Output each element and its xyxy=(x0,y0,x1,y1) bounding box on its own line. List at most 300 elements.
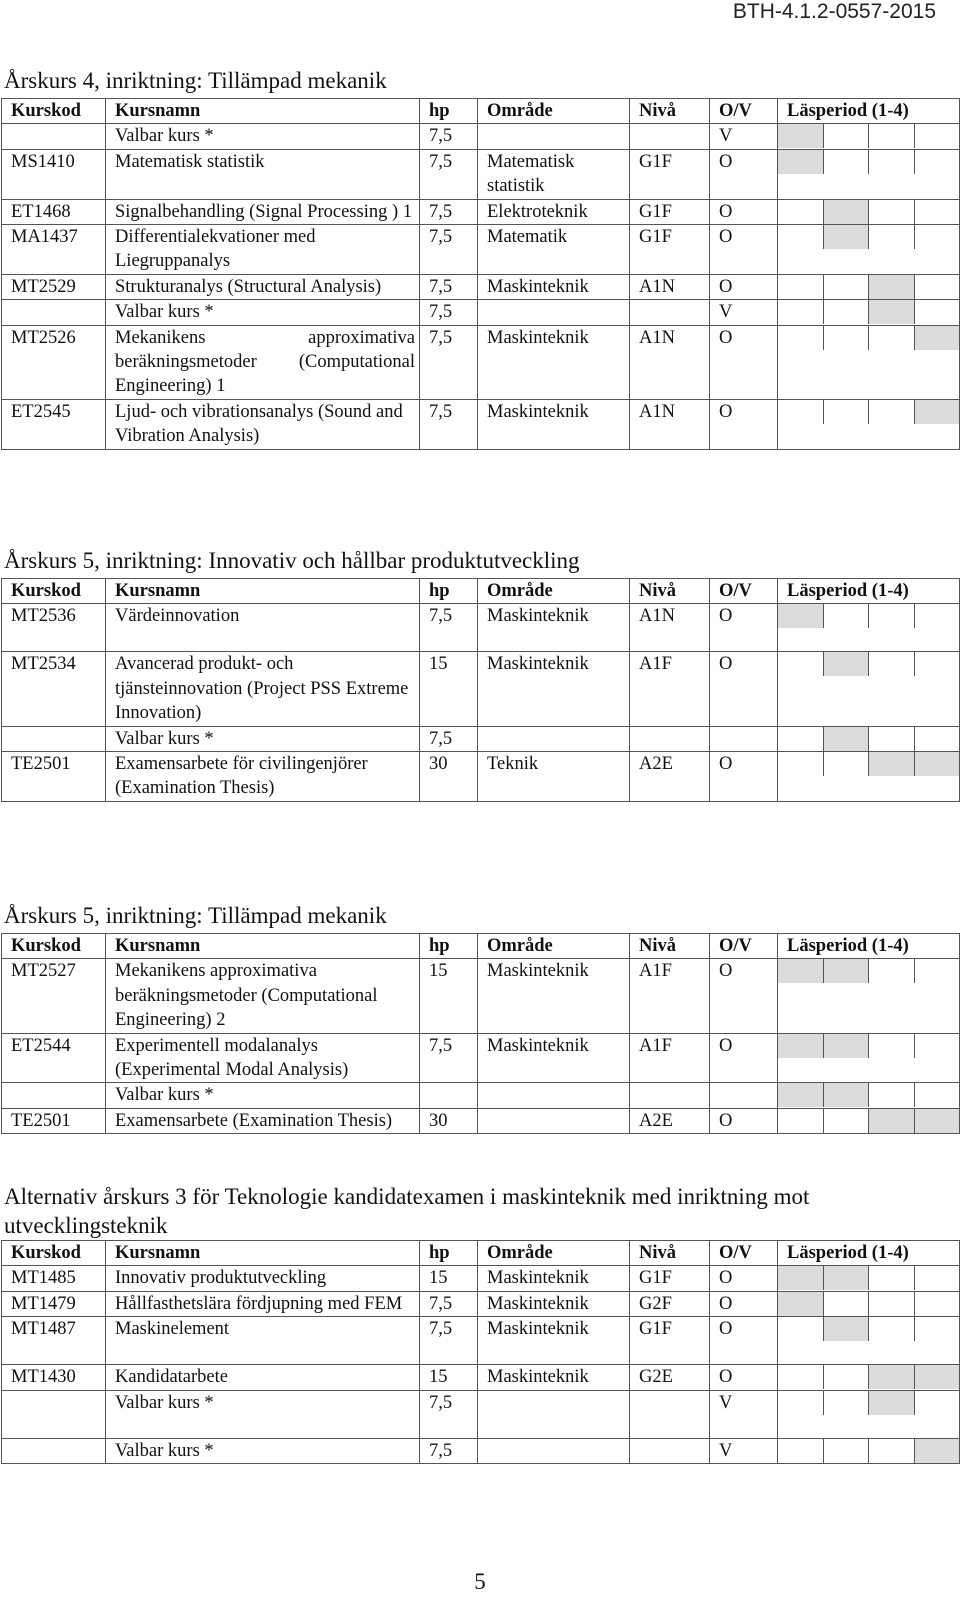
course-level: G2E xyxy=(630,1365,710,1390)
course-credits: 7,5 xyxy=(420,199,478,224)
study-period-2-active xyxy=(823,1266,869,1290)
study-period-1-active xyxy=(778,959,823,983)
study-period-1-active xyxy=(778,124,823,148)
course-area: Maskinteknik xyxy=(478,1317,630,1365)
table-row xyxy=(2,149,960,199)
course-area xyxy=(478,124,630,149)
study-period-cells xyxy=(778,1365,960,1390)
course-area: Matematisk statistik xyxy=(478,149,630,199)
course-code: MT1430 xyxy=(2,1365,106,1390)
study-period-4-empty xyxy=(914,1083,960,1107)
study-period-4-active xyxy=(914,326,960,350)
study-period-2-empty xyxy=(823,1109,869,1133)
table-row xyxy=(2,1108,960,1133)
course-name: Värdeinnovation xyxy=(106,604,420,652)
course-name: Maskinelement xyxy=(106,1317,420,1365)
course-code xyxy=(2,300,106,325)
study-period-4-empty xyxy=(914,652,960,676)
study-period-grid xyxy=(778,1292,959,1316)
course-mandatory-optional: O xyxy=(710,274,778,299)
header-ov: O/V xyxy=(710,579,778,604)
study-period-4-active xyxy=(914,1109,960,1133)
study-period-cells xyxy=(778,1438,960,1463)
study-period-4-empty xyxy=(914,1266,960,1290)
study-period-3-empty xyxy=(868,326,914,350)
course-area: Maskinteknik xyxy=(478,1291,630,1316)
course-code: ET2545 xyxy=(2,399,106,449)
study-period-4-empty xyxy=(914,150,960,174)
course-area: Maskinteknik xyxy=(478,399,630,449)
course-credits: 30 xyxy=(420,1108,478,1133)
course-mandatory-optional: O xyxy=(710,959,778,1033)
table-row xyxy=(2,399,960,449)
study-period-1-empty xyxy=(778,400,823,424)
study-period-2-active xyxy=(823,959,869,983)
course-code: MS1410 xyxy=(2,149,106,199)
table-row xyxy=(2,959,960,1033)
table-row xyxy=(2,1083,960,1108)
course-code: MT1485 xyxy=(2,1266,106,1291)
table-row xyxy=(2,325,960,399)
header-hp: hp xyxy=(420,99,478,124)
study-period-1-active xyxy=(778,150,823,174)
course-level: G2F xyxy=(630,1291,710,1316)
study-period-grid xyxy=(778,1439,959,1463)
header-niva: Nivå xyxy=(630,1241,710,1266)
study-period-2-active xyxy=(823,200,869,224)
course-area: Matematik xyxy=(478,225,630,275)
course-mandatory-optional: O xyxy=(710,1317,778,1365)
study-period-3-empty xyxy=(868,652,914,676)
table-row xyxy=(2,124,960,149)
study-period-2-active xyxy=(823,225,869,249)
course-code xyxy=(2,1438,106,1463)
course-name: Valbar kurs * xyxy=(106,1083,420,1108)
study-period-3-empty xyxy=(868,400,914,424)
course-area: Maskinteknik xyxy=(478,274,630,299)
header-lasperiod: Läsperiod (1-4) xyxy=(778,1241,960,1266)
header-niva: Nivå xyxy=(630,99,710,124)
header-niva: Nivå xyxy=(630,934,710,959)
course-name: Innovativ produktutveckling xyxy=(106,1266,420,1291)
course-code: MT1487 xyxy=(2,1317,106,1365)
study-period-grid xyxy=(778,200,959,224)
header-omrade: Område xyxy=(478,579,630,604)
study-period-3-active xyxy=(868,275,914,299)
course-code: MA1437 xyxy=(2,225,106,275)
study-period-grid xyxy=(778,225,959,249)
course-level: A1N xyxy=(630,604,710,652)
study-period-1-empty xyxy=(778,652,823,676)
course-code: MT2536 xyxy=(2,604,106,652)
table-row xyxy=(2,1317,960,1365)
study-period-grid xyxy=(778,1109,959,1133)
course-name: Valbar kurs * xyxy=(106,1390,420,1438)
study-period-4-active xyxy=(914,400,960,424)
course-area xyxy=(478,1438,630,1463)
course-table xyxy=(1,933,960,1134)
study-period-cells xyxy=(778,399,960,449)
course-mandatory-optional: O xyxy=(710,1266,778,1291)
document-id: BTH-4.1.2-0557-2015 xyxy=(732,0,936,23)
course-level: G1F xyxy=(630,149,710,199)
course-area xyxy=(478,726,630,751)
study-period-2-empty xyxy=(823,124,869,148)
study-period-3-empty xyxy=(868,1266,914,1290)
course-mandatory-optional: O xyxy=(710,1365,778,1390)
course-name: Experimentell modalanalys (Experimental Modal Analysis) xyxy=(106,1033,420,1083)
study-period-1-empty xyxy=(778,275,823,299)
study-period-cells xyxy=(778,1317,960,1365)
header-kurskod: Kurskod xyxy=(2,934,106,959)
study-period-cells xyxy=(778,1033,960,1083)
study-period-3-empty xyxy=(868,150,914,174)
study-period-3-active xyxy=(868,1365,914,1389)
course-name: Examensarbete (Examination Thesis) xyxy=(106,1108,420,1133)
table-row xyxy=(2,1438,960,1463)
study-period-grid xyxy=(778,400,959,424)
course-credits: 7,5 xyxy=(420,399,478,449)
study-period-1-active xyxy=(778,1266,823,1290)
course-mandatory-optional: O xyxy=(710,1291,778,1316)
course-area xyxy=(478,1108,630,1133)
table-header-row xyxy=(2,1241,960,1266)
header-ov: O/V xyxy=(710,99,778,124)
course-credits: 15 xyxy=(420,1365,478,1390)
study-period-1-active xyxy=(778,1034,823,1058)
course-code: MT2534 xyxy=(2,652,106,726)
course-credits: 7,5 xyxy=(420,149,478,199)
course-credits: 7,5 xyxy=(420,225,478,275)
study-period-grid xyxy=(778,300,959,324)
study-period-4-active xyxy=(914,1365,960,1389)
study-period-3-empty xyxy=(868,604,914,628)
study-period-1-empty xyxy=(778,752,823,776)
study-period-4-empty xyxy=(914,1317,960,1341)
study-period-cells xyxy=(778,1291,960,1316)
course-level: G1F xyxy=(630,1317,710,1365)
study-period-3-empty xyxy=(868,1317,914,1341)
course-code xyxy=(2,1390,106,1438)
course-level: A1N xyxy=(630,399,710,449)
course-level xyxy=(630,1083,710,1108)
table-row xyxy=(2,225,960,275)
course-credits: 7,5 xyxy=(420,1390,478,1438)
table-row xyxy=(2,274,960,299)
study-period-4-empty xyxy=(914,275,960,299)
study-period-2-active xyxy=(823,652,869,676)
section-title: Årskurs 4, inriktning: Tillämpad mekanik xyxy=(4,68,387,93)
course-credits: 7,5 xyxy=(420,124,478,149)
course-area: Maskinteknik xyxy=(478,959,630,1033)
course-credits: 7,5 xyxy=(420,274,478,299)
header-hp: hp xyxy=(420,1241,478,1266)
course-mandatory-optional: V xyxy=(710,1438,778,1463)
header-hp: hp xyxy=(420,579,478,604)
study-period-cells xyxy=(778,300,960,325)
study-period-3-empty xyxy=(868,1439,914,1463)
study-period-3-active xyxy=(868,752,914,776)
study-period-2-empty xyxy=(823,400,869,424)
study-period-1-empty xyxy=(778,1109,823,1133)
table-row xyxy=(2,652,960,726)
study-period-cells xyxy=(778,274,960,299)
study-period-cells xyxy=(778,652,960,726)
table-row xyxy=(2,604,960,652)
study-period-3-empty xyxy=(868,1292,914,1316)
study-period-1-empty xyxy=(778,225,823,249)
table-row xyxy=(2,726,960,751)
study-period-1-empty xyxy=(778,200,823,224)
study-period-cells xyxy=(778,225,960,275)
study-period-2-empty xyxy=(823,1365,869,1389)
study-period-grid xyxy=(778,1034,959,1058)
section-year5-applied-mechanics xyxy=(0,903,960,1134)
study-period-1-empty xyxy=(778,1317,823,1341)
course-code: TE2501 xyxy=(2,1108,106,1133)
course-code: MT2529 xyxy=(2,274,106,299)
study-period-grid xyxy=(778,326,959,350)
study-period-4-empty xyxy=(914,604,960,628)
study-period-4-empty xyxy=(914,727,960,751)
study-period-2-active xyxy=(823,727,869,751)
table-row xyxy=(2,1266,960,1291)
course-name: Valbar kurs * xyxy=(106,1438,420,1463)
study-period-grid xyxy=(778,752,959,776)
study-period-grid xyxy=(778,1266,959,1290)
course-mandatory-optional: O xyxy=(710,652,778,726)
study-period-4-active xyxy=(914,752,960,776)
table-header-row xyxy=(2,99,960,124)
study-period-1-empty xyxy=(778,727,823,751)
study-period-4-active xyxy=(914,1439,960,1463)
course-level: A1F xyxy=(630,959,710,1033)
section-year5-innovation xyxy=(0,548,960,802)
header-kurskod: Kurskod xyxy=(2,579,106,604)
study-period-cells xyxy=(778,149,960,199)
course-area: Elektroteknik xyxy=(478,199,630,224)
study-period-2-active xyxy=(823,1317,869,1341)
study-period-3-empty xyxy=(868,959,914,983)
course-area xyxy=(478,300,630,325)
course-mandatory-optional: O xyxy=(710,399,778,449)
section-title: Årskurs 5, inriktning: Innovativ och hållbar produktutveckling xyxy=(4,548,580,573)
course-name: Matematisk statistik xyxy=(106,149,420,199)
course-mandatory-optional: V xyxy=(710,300,778,325)
study-period-1-empty xyxy=(778,1365,823,1389)
course-mandatory-optional: O xyxy=(710,325,778,399)
study-period-cells xyxy=(778,1390,960,1438)
header-omrade: Område xyxy=(478,934,630,959)
study-period-3-empty xyxy=(868,1083,914,1107)
study-period-cells xyxy=(778,124,960,149)
header-kurskod: Kurskod xyxy=(2,99,106,124)
study-period-grid xyxy=(778,652,959,676)
course-credits xyxy=(420,1083,478,1108)
header-kurskod: Kurskod xyxy=(2,1241,106,1266)
table-row xyxy=(2,300,960,325)
table-row xyxy=(2,1033,960,1083)
course-credits: 30 xyxy=(420,752,478,802)
table-row xyxy=(2,1390,960,1438)
course-table xyxy=(1,98,960,450)
study-period-4-empty xyxy=(914,124,960,148)
course-name: Valbar kurs * xyxy=(106,300,420,325)
course-mandatory-optional xyxy=(710,726,778,751)
header-kursnamn: Kursnamn xyxy=(106,579,420,604)
course-name: Hållfasthetslära fördjupning med FEM xyxy=(106,1291,420,1316)
course-mandatory-optional: O xyxy=(710,604,778,652)
study-period-grid xyxy=(778,124,959,148)
study-period-1-active xyxy=(778,1083,823,1107)
course-level: A2E xyxy=(630,1108,710,1133)
course-mandatory-optional: O xyxy=(710,1033,778,1083)
header-ov: O/V xyxy=(710,934,778,959)
course-credits: 7,5 xyxy=(420,1033,478,1083)
course-level: G1F xyxy=(630,199,710,224)
course-mandatory-optional: V xyxy=(710,1390,778,1438)
table-row xyxy=(2,752,960,802)
study-period-1-empty xyxy=(778,1439,823,1463)
header-hp: hp xyxy=(420,934,478,959)
header-kursnamn: Kursnamn xyxy=(106,934,420,959)
course-area: Maskinteknik xyxy=(478,604,630,652)
course-credits: 15 xyxy=(420,959,478,1033)
course-name: Valbar kurs * xyxy=(106,124,420,149)
course-name: Avancerad produkt- och tjänsteinnovation (Project PSS Extreme Innovation) xyxy=(106,652,420,726)
course-mandatory-optional: O xyxy=(710,149,778,199)
course-level xyxy=(630,300,710,325)
course-name: Mekanikens approximativa beräkningsmetoder (Computational Engineering) 2 xyxy=(106,959,420,1033)
study-period-4-empty xyxy=(914,1034,960,1058)
study-period-4-empty xyxy=(914,1391,960,1415)
study-period-2-empty xyxy=(823,752,869,776)
study-period-2-empty xyxy=(823,1391,869,1415)
study-period-grid xyxy=(778,275,959,299)
course-area xyxy=(478,1083,630,1108)
course-code: TE2501 xyxy=(2,752,106,802)
study-period-3-empty xyxy=(868,1034,914,1058)
study-period-cells xyxy=(778,604,960,652)
study-period-cells xyxy=(778,1108,960,1133)
course-name: Ljud- och vibrationsanalys (Sound and Vibration Analysis) xyxy=(106,399,420,449)
course-name: Valbar kurs * xyxy=(106,726,420,751)
course-level: A1N xyxy=(630,274,710,299)
study-period-cells xyxy=(778,726,960,751)
course-code: MT2526 xyxy=(2,325,106,399)
course-table xyxy=(1,578,960,802)
study-period-cells xyxy=(778,1083,960,1108)
study-period-cells xyxy=(778,752,960,802)
study-period-4-empty xyxy=(914,225,960,249)
study-period-3-empty xyxy=(868,124,914,148)
course-credits: 7,5 xyxy=(420,300,478,325)
section-alt-year3-bachelor xyxy=(0,1182,960,1464)
table-header-row xyxy=(2,934,960,959)
study-period-2-empty xyxy=(823,275,869,299)
study-period-2-active xyxy=(823,1034,869,1058)
study-period-3-empty xyxy=(868,225,914,249)
course-level: A1F xyxy=(630,1033,710,1083)
course-level: A1F xyxy=(630,652,710,726)
study-period-3-active xyxy=(868,1391,914,1415)
course-credits: 15 xyxy=(420,1266,478,1291)
course-area: Teknik xyxy=(478,752,630,802)
page-number: 5 xyxy=(474,1569,486,1594)
study-period-2-empty xyxy=(823,150,869,174)
study-period-3-empty xyxy=(868,200,914,224)
course-level: A1N xyxy=(630,325,710,399)
table-row xyxy=(2,1291,960,1316)
course-mandatory-optional: O xyxy=(710,199,778,224)
course-area: Maskinteknik xyxy=(478,1266,630,1291)
section-year4-applied-mechanics xyxy=(0,68,960,450)
study-period-cells xyxy=(778,325,960,399)
study-period-4-empty xyxy=(914,959,960,983)
course-level xyxy=(630,726,710,751)
course-credits: 7,5 xyxy=(420,1438,478,1463)
course-code xyxy=(2,1083,106,1108)
course-credits: 15 xyxy=(420,652,478,726)
study-period-grid xyxy=(778,150,959,174)
course-code: ET1468 xyxy=(2,199,106,224)
course-credits: 7,5 xyxy=(420,726,478,751)
course-area: Maskinteknik xyxy=(478,325,630,399)
course-credits: 7,5 xyxy=(420,1317,478,1365)
table-row xyxy=(2,1365,960,1390)
course-code xyxy=(2,726,106,751)
study-period-cells xyxy=(778,1266,960,1291)
study-period-2-empty xyxy=(823,604,869,628)
course-name: Differentialekvationer med Liegruppanalys xyxy=(106,225,420,275)
course-name: Examensarbete för civilingenjörer (Examination Thesis) xyxy=(106,752,420,802)
table-header-row xyxy=(2,579,960,604)
header-kursnamn: Kursnamn xyxy=(106,1241,420,1266)
course-area: Maskinteknik xyxy=(478,652,630,726)
study-period-3-empty xyxy=(868,727,914,751)
header-lasperiod: Läsperiod (1-4) xyxy=(778,99,960,124)
table-row xyxy=(2,199,960,224)
course-code: MT1479 xyxy=(2,1291,106,1316)
course-level xyxy=(630,1438,710,1463)
course-name: Kandidatarbete xyxy=(106,1365,420,1390)
course-mandatory-optional: O xyxy=(710,225,778,275)
course-code: ET2544 xyxy=(2,1033,106,1083)
study-period-2-active xyxy=(823,1083,869,1107)
course-credits: 7,5 xyxy=(420,1291,478,1316)
study-period-1-empty xyxy=(778,1391,823,1415)
study-period-grid xyxy=(778,1391,959,1415)
study-period-3-active xyxy=(868,1109,914,1133)
study-period-grid xyxy=(778,1317,959,1341)
course-code: MT2527 xyxy=(2,959,106,1033)
study-period-1-empty xyxy=(778,326,823,350)
course-level: A2E xyxy=(630,752,710,802)
study-period-grid xyxy=(778,1365,959,1389)
course-level: G1F xyxy=(630,225,710,275)
header-lasperiod: Läsperiod (1-4) xyxy=(778,579,960,604)
course-area: Maskinteknik xyxy=(478,1365,630,1390)
study-period-4-empty xyxy=(914,1292,960,1316)
course-level xyxy=(630,124,710,149)
header-niva: Nivå xyxy=(630,579,710,604)
study-period-1-active xyxy=(778,1292,823,1316)
study-period-1-empty xyxy=(778,300,823,324)
header-kursnamn: Kursnamn xyxy=(106,99,420,124)
study-period-2-empty xyxy=(823,1439,869,1463)
course-mandatory-optional: V xyxy=(710,124,778,149)
study-period-cells xyxy=(778,199,960,224)
